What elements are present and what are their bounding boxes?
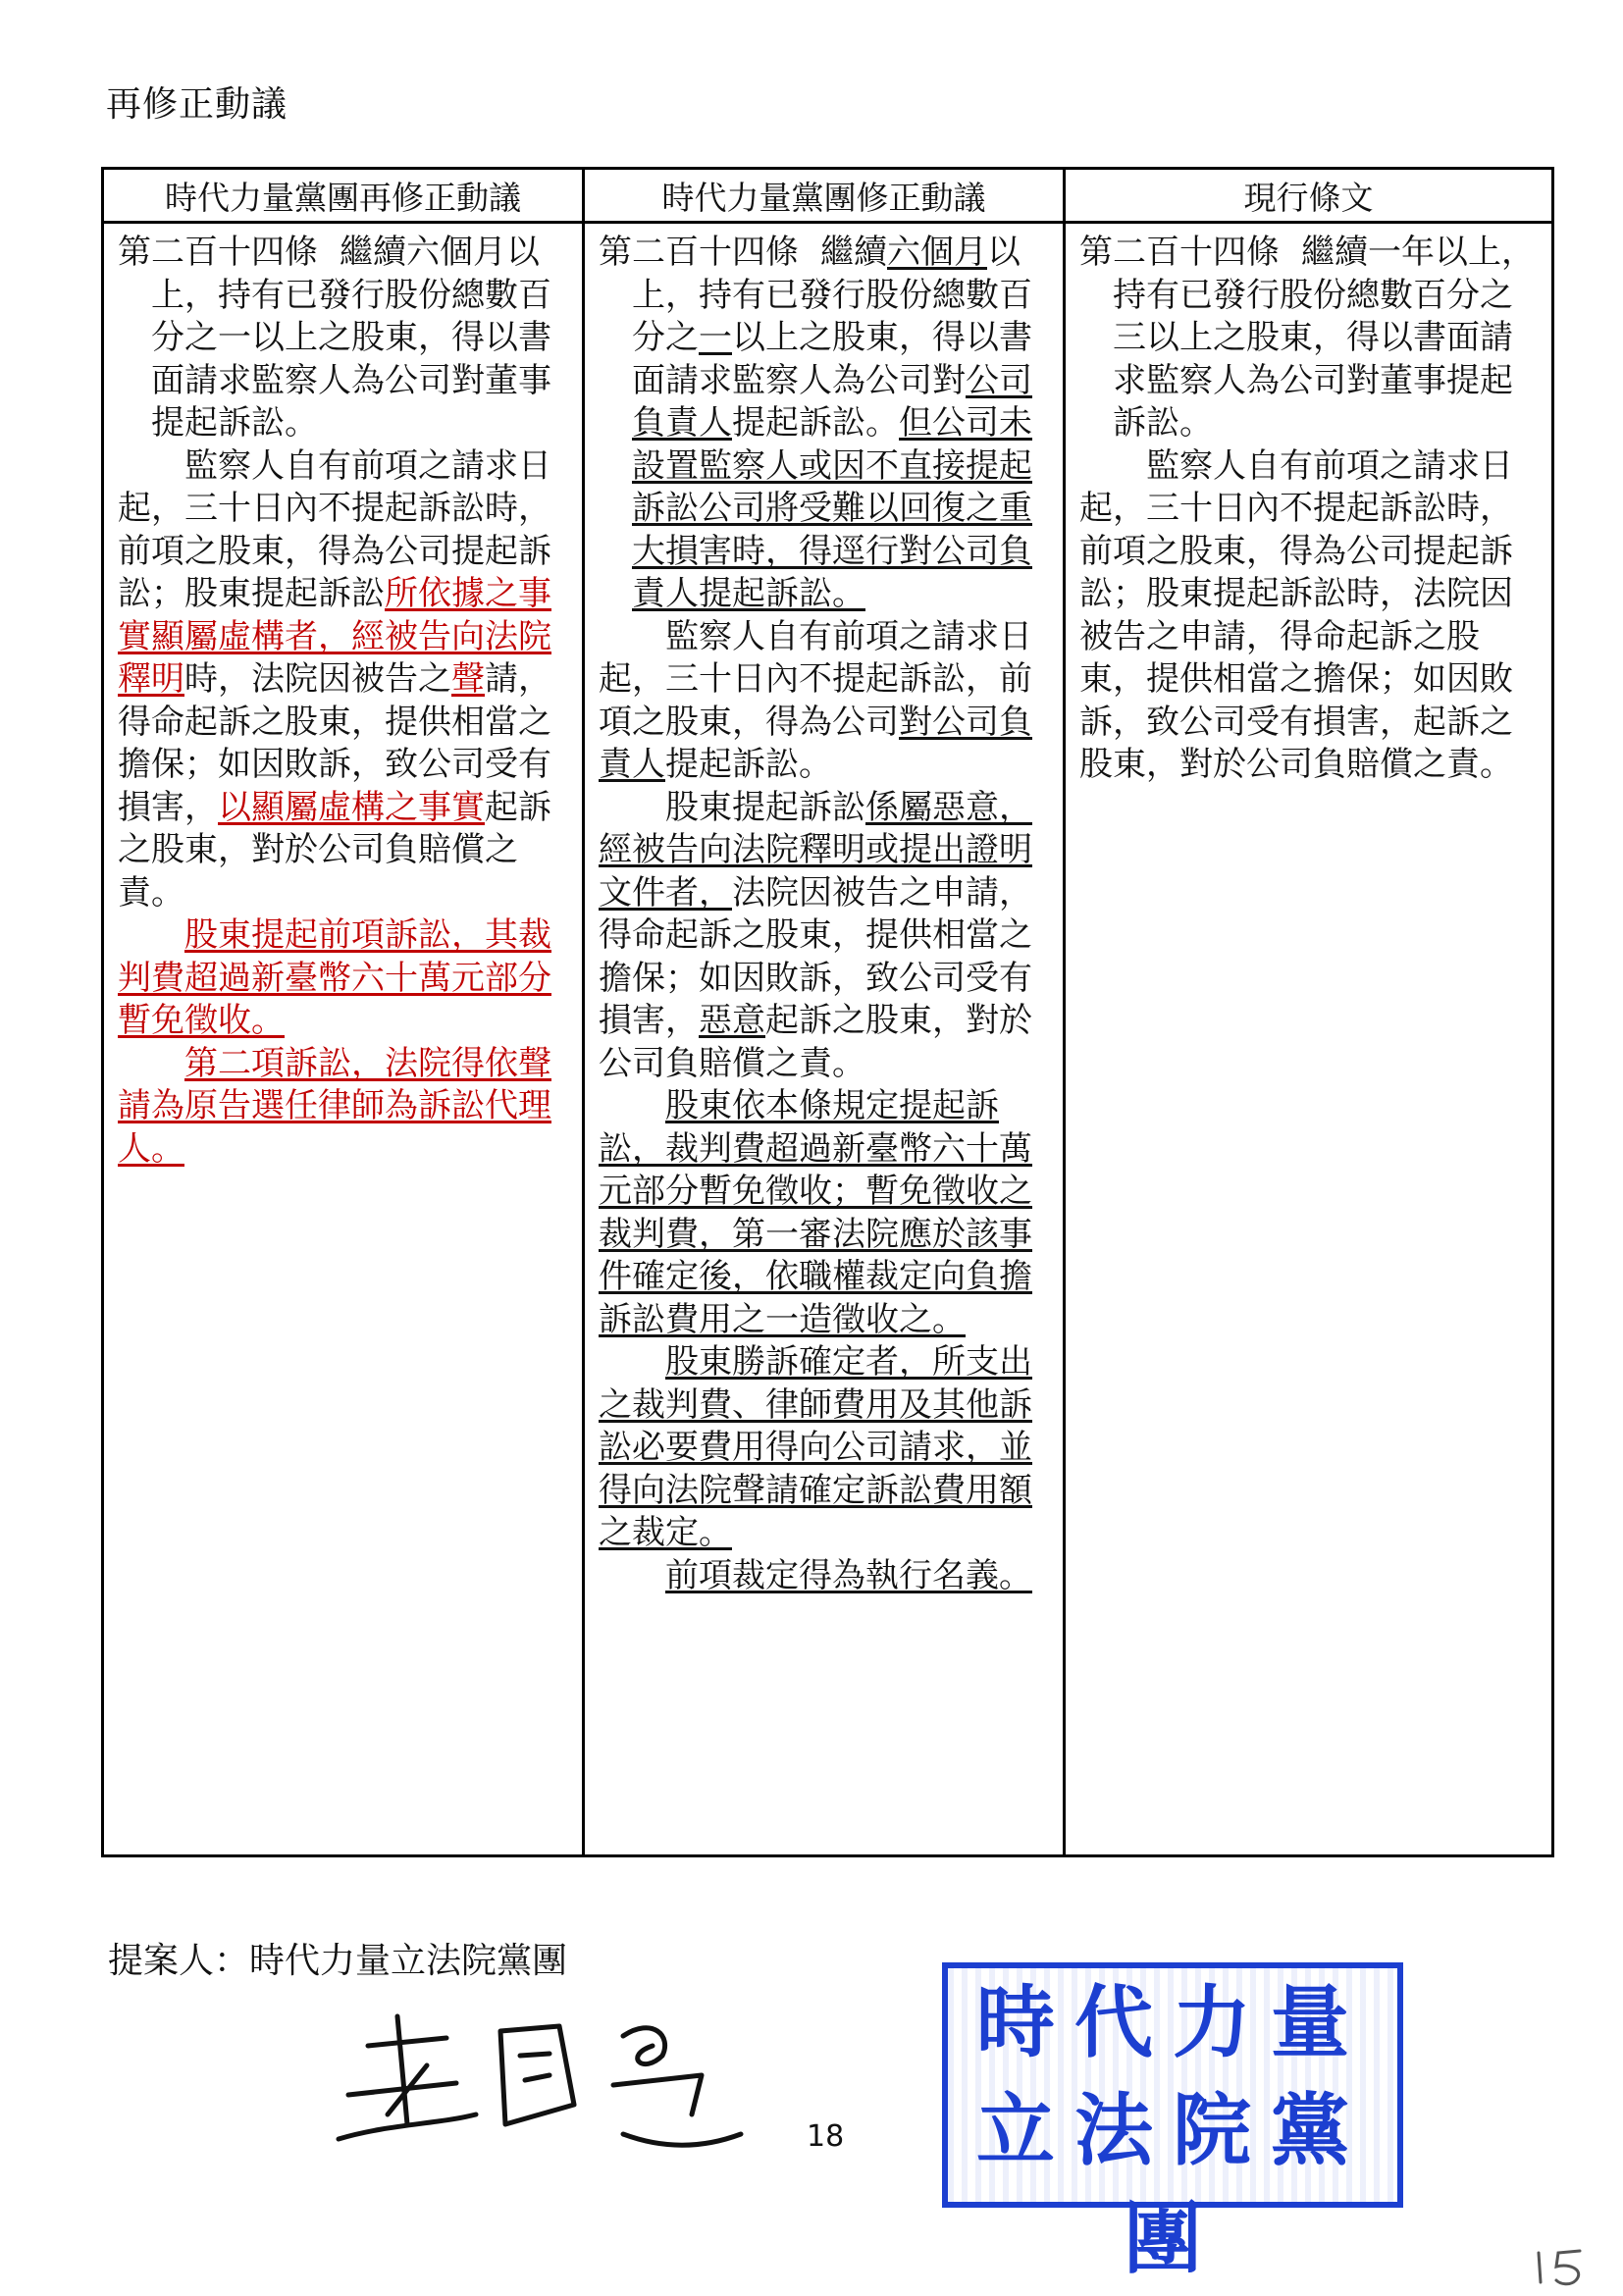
inserted-text-red: 股東提起前項訴訟，其裁判費超過新臺幣六十萬元部分暫免徵收。 — [118, 915, 551, 1040]
header-cell: 時代力量黨團再修正動議 — [103, 169, 584, 223]
article-text: 股東提起訴訟 — [665, 787, 865, 827]
inserted-text-red: 以顯屬虛構之事實 — [218, 787, 485, 827]
article-text: 時，法院因被告之 — [184, 659, 451, 699]
article-text: 繼續一年以上，持有已發行股份總數百分之三以上之股東，得以書面請求監察人為公司對董事提起訴訟。 — [1113, 233, 1535, 443]
article-text: 起訴之股東，對於公司負賠償之責。 — [118, 787, 551, 913]
stamp-line-1: 時代力量 — [976, 1976, 1369, 2068]
article-paragraph — [599, 1085, 1051, 1341]
document-title: 再修正動議 — [106, 84, 288, 125]
article-text: 提起訴訟。 — [665, 745, 832, 784]
amended-text-underlined: 惡意 — [699, 1001, 765, 1040]
article-paragraph — [599, 1555, 1051, 1598]
header-cell: 時代力量黨團修正動議 — [584, 169, 1065, 223]
article-text: 請，得命起訴之股東，提供相當之擔保；如因敗訴，致公司受有損害， — [118, 659, 551, 827]
article-paragraph — [1079, 445, 1540, 787]
comparison-table — [101, 167, 1554, 1857]
inserted-text-red: 所依據之事實顯屬虛構者，經被告向法院釋明 — [118, 574, 551, 699]
article-number: 第二百十四條 — [118, 233, 318, 272]
article-paragraph — [599, 1341, 1051, 1555]
stamp-line-2: 立法院黨團 — [976, 2084, 1369, 2284]
article-paragraph — [599, 787, 1051, 1086]
amended-text-underlined: 六個月 — [887, 233, 987, 272]
amended-text-underlined: 公司負責人 — [632, 360, 1032, 443]
article-paragraph — [599, 232, 1051, 616]
amended-text-underlined: 係屬惡意，經被告向法院釋明或提出證明文件者， — [599, 787, 1032, 913]
article-text: 監察人自有前項之請求日起，三十日內不提起訴訟時，前項之股東，得為公司提起訴訟；股東提起訴訟 — [118, 445, 551, 613]
inserted-text-red: 聲 — [451, 659, 485, 699]
article-text: 繼續六個月以上，持有已發行股份總數百分之一以上之股東，得以書面請求監察人為公司對董事提起訴訟。 — [151, 233, 551, 443]
amendment-column — [584, 223, 1065, 1856]
article-text: 監察人自有前項之請求日起，三十日內不提起訴訟，前項之股東，得為公司 — [599, 616, 1032, 742]
amended-text-underlined: 股東勝訴確定者，所支出之裁判費、律師費用及其他訴訟必要費用得向公司請求，並得向法院聲請確定訴訟費用額之裁定。 — [599, 1342, 1032, 1552]
handwritten-page-mark — [1531, 2245, 1599, 2289]
article-paragraph — [599, 616, 1051, 787]
article-text: 以上之股東，得以書面請求監察人為公司對 — [632, 318, 1032, 400]
article-paragraph — [118, 914, 570, 1043]
article-text: 提起訴訟。 — [732, 403, 899, 443]
article-number: 第二百十四條 — [1079, 233, 1280, 272]
amended-text-underlined: 但公司未設置監察人或因不直接提起訴訟公司將受難以回復之重大損害時，得逕行對公司負責人提起訴訟。 — [632, 403, 1032, 613]
header-cell: 現行條文 — [1065, 169, 1553, 223]
table-header-row — [103, 169, 1553, 223]
article-text: 監察人自有前項之請求日起，三十日內不提起訴訟時，前項之股東，得為公司提起訴訟；股東提起訴訟時，法院因被告之申請，得命起訴之股東，提供相當之擔保；如因敗訴，致公司受有損害，起訴之股東，對於公司負賠償之責。 — [1079, 445, 1513, 784]
amended-text-underlined: 前項裁定得為執行名義。 — [665, 1555, 1032, 1595]
page-number: 18 — [807, 2119, 845, 2154]
article-number: 第二百十四條 — [599, 233, 799, 272]
re-amendment-column — [103, 223, 584, 1856]
party-caucus-stamp — [942, 1962, 1403, 2284]
handwritten-signature — [329, 1977, 800, 2173]
article-text: 起訴之股東，對於公司負賠償之責。 — [599, 1001, 1032, 1083]
amended-text-underlined: 對公司負責人 — [599, 702, 1032, 784]
article-paragraph — [1079, 232, 1540, 445]
inserted-text-red: 第二項訴訟，法院得依聲請為原告選任律師為訴訟代理人。 — [118, 1043, 551, 1169]
amended-text-underlined: 一 — [699, 318, 732, 357]
article-paragraph — [118, 1043, 570, 1172]
amended-text-underlined: 股東依本條規定提起訴訟，裁判費超過新臺幣六十萬元部分暫免徵收；暫免徵收之裁判費，第一審法院應於該事件確定後，依職權裁定向負擔訴訟費用之一造徵收之。 — [599, 1086, 1032, 1339]
proposer — [108, 1933, 567, 1983]
article-text: 法院因被告之申請，得命起訴之股東，提供相當之擔保；如因敗訴，致公司受有損害， — [599, 872, 1032, 1040]
article-paragraph — [118, 232, 570, 445]
proposer-name: 時代力量立法院黨團 — [249, 1941, 568, 1981]
table-row — [103, 223, 1553, 1856]
article-paragraph — [118, 445, 570, 915]
current-article-column — [1065, 223, 1553, 1856]
proposer-label: 提案人： — [108, 1941, 250, 1981]
article-text: 以上，持有已發行股份總數百分之 — [632, 233, 1032, 357]
article-text: 繼續 — [820, 233, 887, 272]
